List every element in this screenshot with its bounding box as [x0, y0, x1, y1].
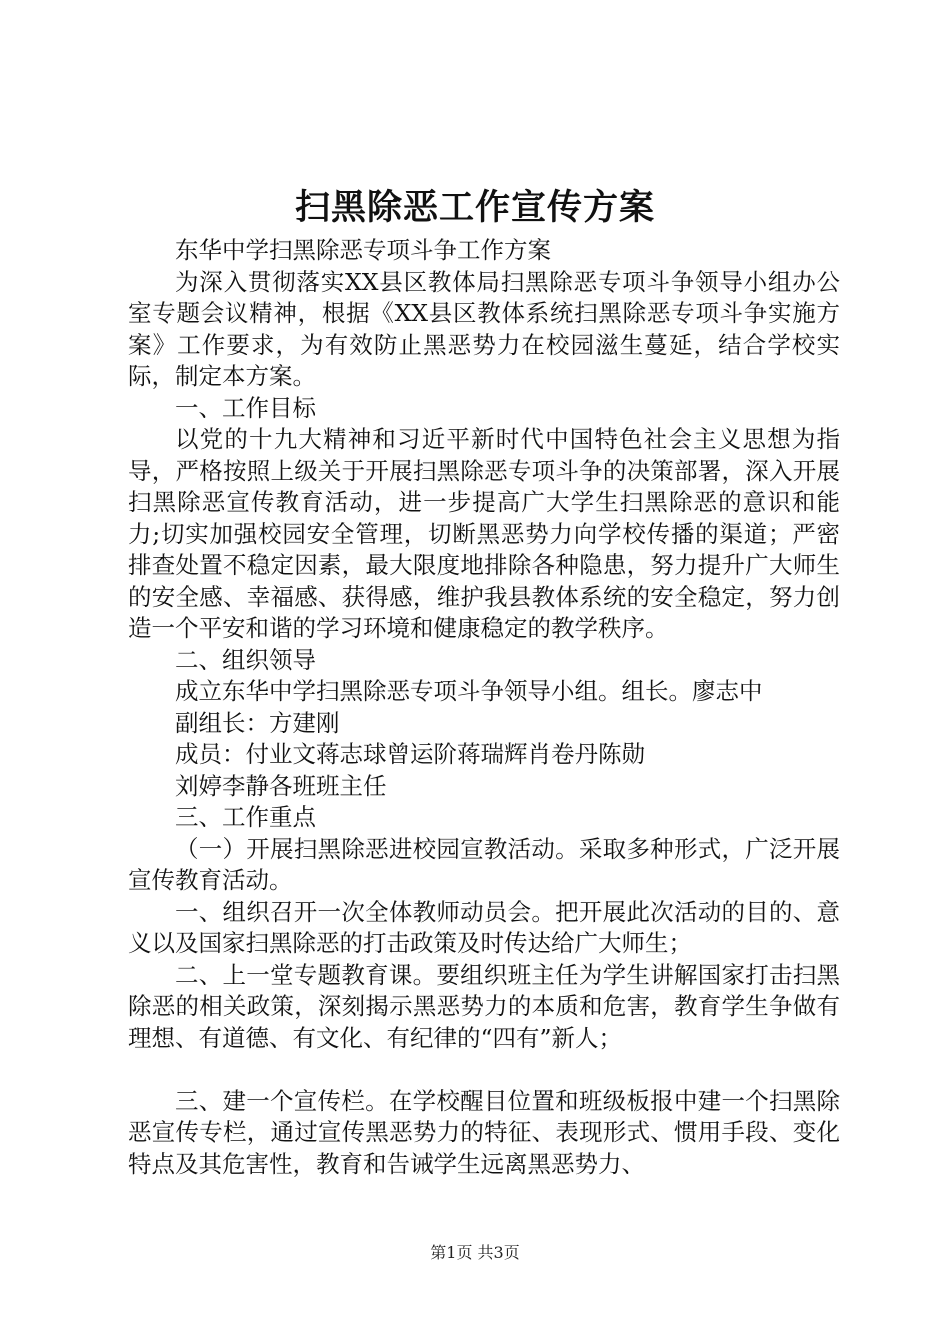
section-heading: 二、组织领导 [175, 645, 316, 674]
paragraph: 成员：付业文蒋志球曾运阶蒋瑞辉肖卷丹陈勋 [175, 740, 645, 768]
paragraph: 成立东华中学扫黑除恶专项斗争领导小组。组长。廖志中 [175, 677, 763, 705]
document-title: 扫黑除恶工作宣传方案 [294, 187, 655, 228]
paragraph: 三、建一个宣传栏。在学校醒目位置和班级板报中建一个扫黑除恶宣传专栏，通过宣传黑恶势力的特征、表现形式、惯用手段、变化特点及其危害性，教育和告诫学生远离黑恶势力、 [128, 1086, 840, 1178]
paragraph: 为深入贯彻落实XX县区教体局扫黑除恶专项斗争领导小组办公室专题会议精神，根据《XX县区教体系统扫黑除恶专项斗争实施方案》工作要求，为有效防止黑恶势力在校园滋生蔓延，结合学校实际，制定本方案。 [128, 267, 840, 390]
page-footer: 第1页 共3页 [430, 1243, 520, 1262]
paragraph: 一、组织召开一次全体教师动员会。把开展此次活动的目的、意义以及国家扫黑除恶的打击政策及时传达给广大师生； [128, 897, 840, 957]
document-body [128, 235, 840, 1180]
paragraph: 刘婷李静各班班主任 [175, 771, 387, 800]
paragraph: 以党的十九大精神和习近平新时代中国特色社会主义思想为指导，严格按照上级关于开展扫黑除恶专项斗争的决策部署，深入开展扫黑除恶宣传教育活动，进一步提高广大学生扫黑除恶的意识和能力;切实加强校园安全管理，切断黑恶势力向学校传播的渠道；严密排查处置不稳定因素，最大限度地排除各种隐患，努力提升广大师生的安全感、幸福感、获得感，维护我县教体系统的安全稳定，努力创造一个平安和谐的学习环境和健康稳定的教学秩序。 [128, 425, 840, 642]
section-heading: 三、工作重点 [175, 803, 316, 831]
blank-line [128, 1054, 840, 1086]
paragraph: 东华中学扫黑除恶专项斗争工作方案 [175, 236, 551, 264]
paragraph: （一）开展扫黑除恶进校园宣教活动。采取多种形式，广泛开展宣传教育活动。 [128, 834, 840, 894]
paragraph: 副组长：方建刚 [175, 708, 340, 737]
paragraph: 二、上一堂专题教育课。要组织班主任为学生讲解国家打击扫黑除恶的相关政策，深刻揭示黑恶势力的本质和危害，教育学生争做有理想、有道德、有文化、有纪律的“四有”新人； [128, 960, 840, 1052]
section-heading: 一、工作目标 [175, 393, 316, 422]
